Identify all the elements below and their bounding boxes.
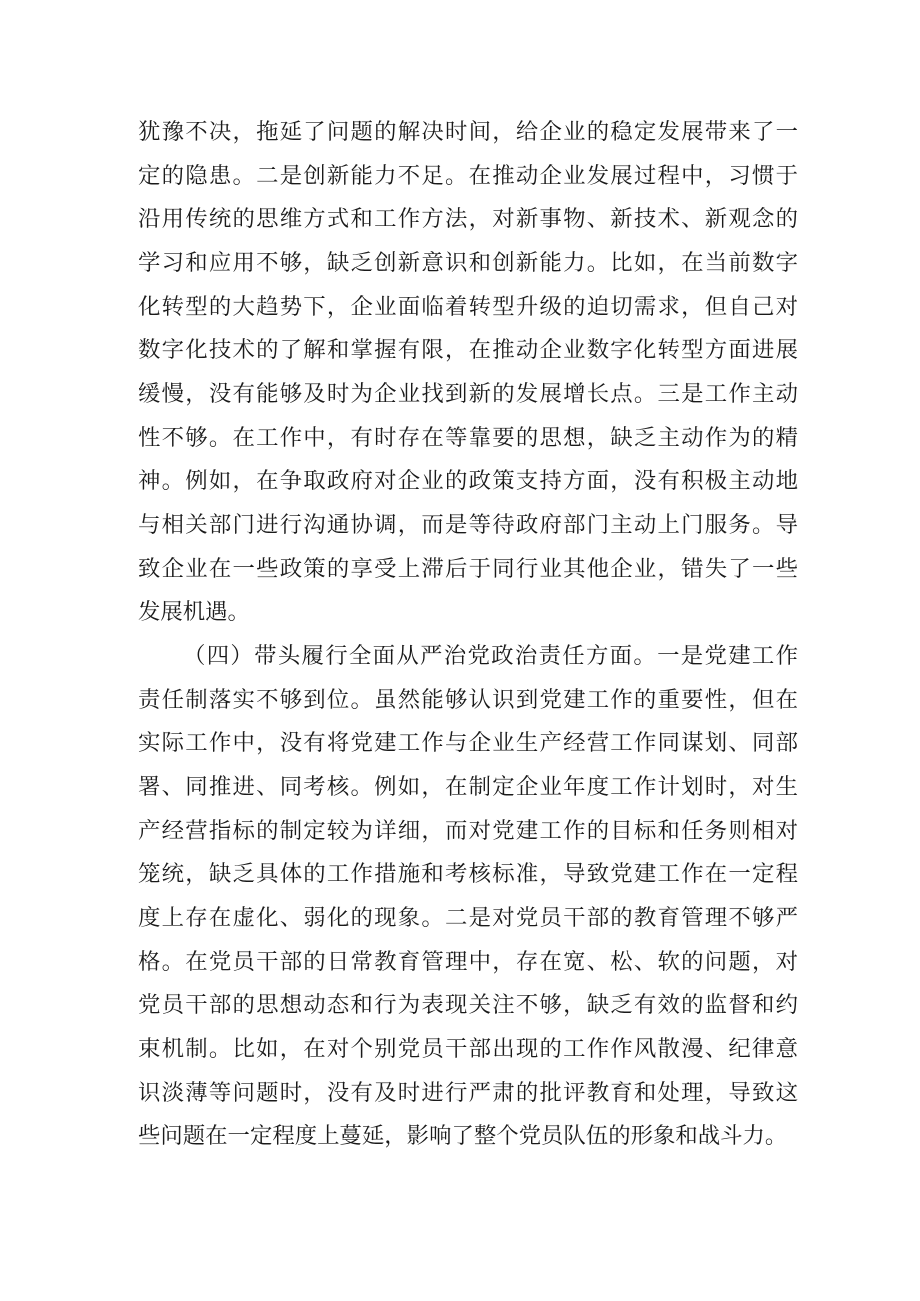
text-line: 定的隐患。二是创新能力不足。在推动企业发展过程中，习惯于 bbox=[138, 163, 798, 189]
text-line: 责任制落实不够到位。虽然能够认识到党建工作的重要性，但在 bbox=[138, 687, 798, 713]
text-line: 数字化技术的了解和掌握有限，在推动企业数字化转型方面进展 bbox=[138, 337, 798, 363]
text-line: 党员干部的思想动态和行为表现关注不够，缺乏有效的监督和约 bbox=[138, 992, 798, 1018]
text-line: 性不够。在工作中，有时存在等靠要的思想，缺乏主动作为的精 bbox=[138, 425, 798, 451]
text-line: 些问题在一定程度上蔓延，影响了整个党员队伍的形象和战斗力。 bbox=[138, 1123, 788, 1149]
text-line: 束机制。比如，在对个别党员干部出现的工作作风散漫、纪律意 bbox=[138, 1036, 798, 1062]
text-line: 发展机遇。 bbox=[138, 599, 250, 625]
section-heading-line: （四）带头履行全面从严治党政治责任方面。一是党建工作 bbox=[183, 643, 798, 669]
text-line: 度上存在虚化、弱化的现象。二是对党员干部的教育管理不够严 bbox=[138, 905, 798, 931]
text-line: 格。在党员干部的日常教育管理中，存在宽、松、软的问题，对 bbox=[138, 949, 798, 975]
text-line: 产经营指标的制定较为详细，而对党建工作的目标和任务则相对 bbox=[138, 818, 798, 844]
text-line: 化转型的大趋势下，企业面临着转型升级的迫切需求，但自己对 bbox=[138, 294, 798, 320]
text-line: 署、同推进、同考核。例如，在制定企业年度工作计划时，对生 bbox=[138, 774, 798, 800]
text-line: 犹豫不决，拖延了问题的解决时间，给企业的稳定发展带来了一 bbox=[138, 119, 798, 145]
text-line: 神。例如，在争取政府对企业的政策支持方面，没有积极主动地 bbox=[138, 468, 798, 494]
text-line: 学习和应用不够，缺乏创新意识和创新能力。比如，在当前数字 bbox=[138, 250, 798, 276]
text-line: 沿用传统的思维方式和工作方法，对新事物、新技术、新观念的 bbox=[138, 206, 798, 232]
text-line: 识淡薄等问题时，没有及时进行严肃的批评教育和处理，导致这 bbox=[138, 1080, 798, 1106]
text-line: 致企业在一些政策的享受上滞后于同行业其他企业，错失了一些 bbox=[138, 556, 798, 582]
text-line: 与相关部门进行沟通协调，而是等待政府部门主动上门服务。导 bbox=[138, 512, 798, 538]
text-line: 实际工作中，没有将党建工作与企业生产经营工作同谋划、同部 bbox=[138, 730, 798, 756]
text-line: 笼统，缺乏具体的工作措施和考核标准，导致党建工作在一定程 bbox=[138, 861, 798, 887]
text-line: 缓慢，没有能够及时为企业找到新的发展增长点。三是工作主动 bbox=[138, 381, 798, 407]
